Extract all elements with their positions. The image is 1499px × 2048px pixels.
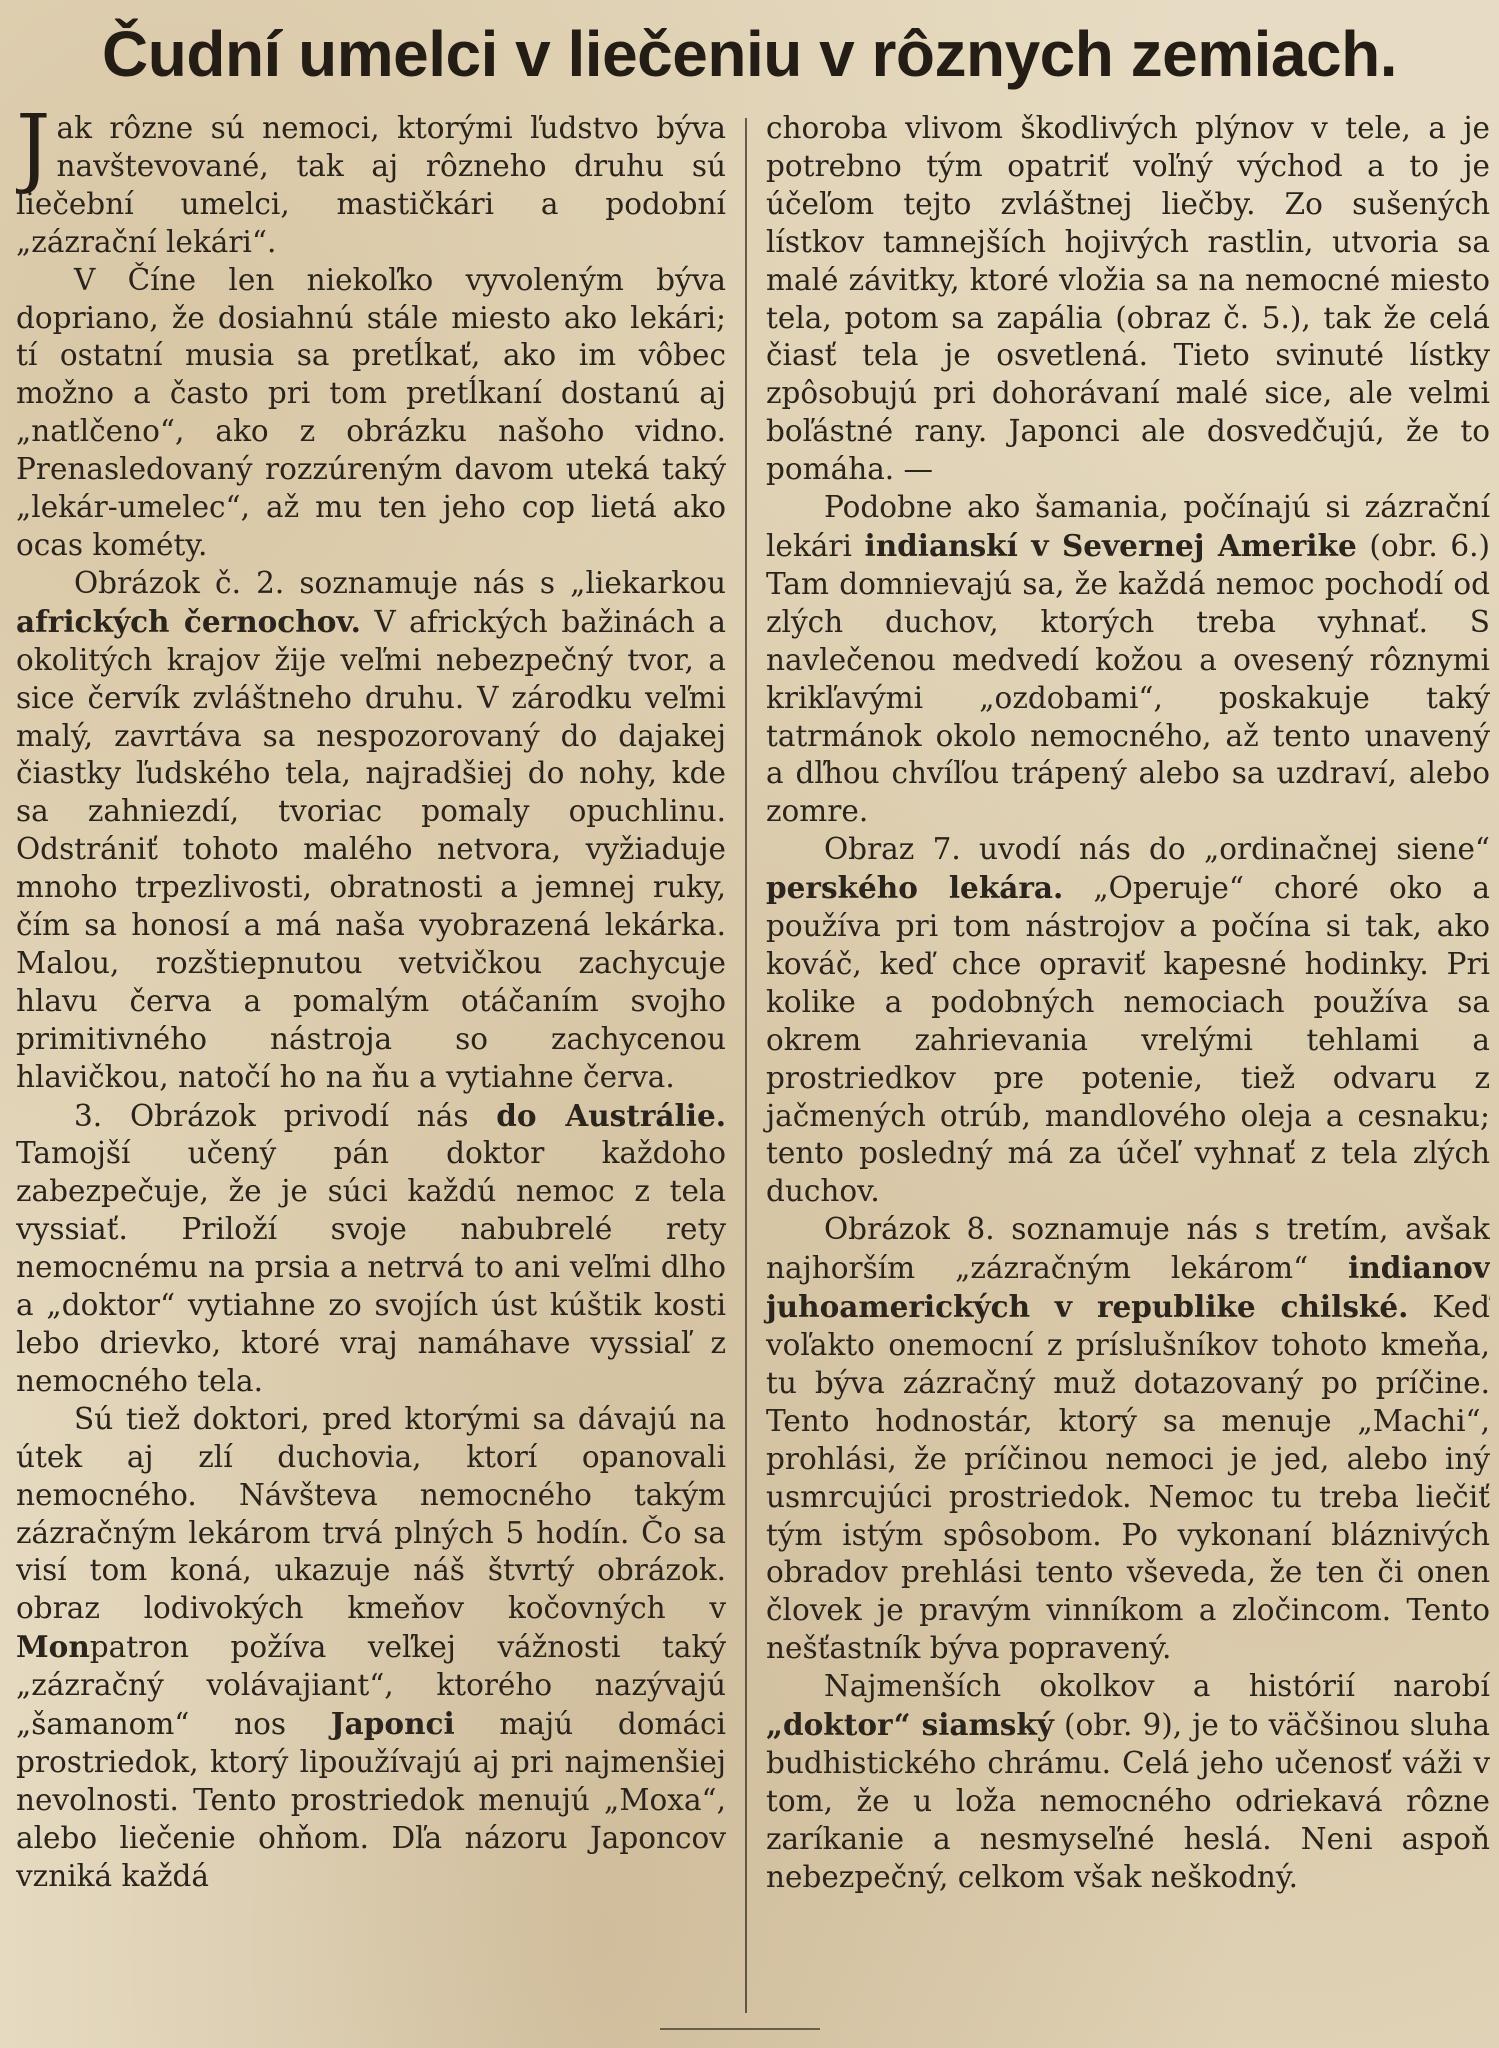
paragraph-africa: Obrázok č. 2. soznamuje nás s „liekarkou afrických černochov. V afrických bažinách a okolitých krajov žije veľmi nebezpečný tvor, a sice červík zvláštneho druhu. V zárodku veľmi malý, zavrtáva sa nespozorovaný do dajakej čiastky ľudského tela, najradšiej do nohy, kde sa zahniezdí, tvoriac pomaly opuchlinu. Odstrániť tohoto malého netvora, vyžiaduje mnoho trpezlivosti, obratnosti a jemnej ruky, čím sa honosí a má naša vyobrazená lekárka. Malou, rozštiepnutou vetvičkou zachycuje hlavu červa a pomalým otáčaním svojho primitivného nástroja so zachycenou hlavičkou, natočí ho na ňu a vytiahne červa. [16,565,726,1094]
paragraph-moxa: choroba vlivom škodlivých plýnov v tele, a je potrebno tým opatriť voľný východ a to je účeľom tejto zvláštnej liečby. Zo sušených lístkov tamnejších hojivých rastlin, utvoria sa malé závitky, ktoré vložia sa na nemocné miesto tela, potom sa zapália (obraz č. 5.), tak že celá čiasť tela je osvetlená. Tieto svinuté lístky zpôsobujú pri dohorávaní malé sice, ale velmi boľástné rany. Japonci ale dosvedčujú, že to pomáha. — [766,111,1490,487]
paragraph-chile: Obrázok 8. soznamuje nás s tretím, avšak najhorším „zázračným lekárom“ indianov juhoamerických v republike chilské. Keď voľakto onemocní z príslušníkov tohoto kmeňa, tu býva zázračný muž dotazovaný po príčine. Tento hodnostár, ktorý sa menuje „Machi“, prohlási, že príčinou nemoci je jed, alebo iný usmrcujúci prostriedok. Nemoc tu treba liečiť tým istým spôsobom. Po vykonaní bláznivých obradov prehlási tento vševeda, že ten či onen človek je pravým vinníkom a zločincom. Tento nešťastník býva popravený. [766,1212,1490,1666]
drop-cap: J [16,110,51,197]
paragraph-china: V Číne len niekoľko vyvoleným býva dopriano, že dosiahnú stále miesto ako lekári; tí ostatní musia sa pretĺkať, ako im vôbec možno a často pri tom pretĺkaní dostanú aj „natlčeno“, ako z obrázku našoho vidno. Prenasledovaný rozzúreným davom uteká taký „lekár-umelec“, až mu ten jeho cop lietá ako ocas kométy. [16,262,726,562]
article-headline: Čudní umelci v liečeniu v rôznych zemiach. [102,18,1397,90]
paragraph-siam: Najmenších okolkov a histórií narobí „doktor“ siamský (obr. 9), je to väčšinou sluha budhistického chrámu. Celá jeho učenosť váži v tom, že u loža nemocného odriekavá rôzne zaríkanie a nesmyseľné heslá. Neni aspoň nebezpečný, celkom však neškodný. [766,1669,1490,1894]
end-rule [660,2028,820,2030]
column-rule [745,118,747,2013]
paragraph-persia: Obraz 7. uvodí nás do „ordinačnej siene“ perského lekára. „Operuje“ choré oko a používa pri tom nástrojov a počína si tak, ako kováč, keď chce opraviť kapesné hodinky. Pri kolike a podobných nemociach používa sa okrem zahrievania vrelými tehlami a prostriedkov pre potenie, tiež odvaru z jačmených otrúb, mandlového oleja a cesnaku; tento posledný má za účeľ vyhnať z tela zlých duchov. [766,832,1490,1209]
right-column [760,110,1490,2015]
paragraph-intro: Jak rôzne sú nemoci, ktorými ľudstvo býva navštevované, tak aj rôzneho druhu sú liečební umelci, mastičkári a podobní „zázrační lekári“. [16,110,726,259]
left-column [16,110,738,2015]
paragraph-shaman-japan: Sú tiež doktori, pred ktorými sa dávajú na útek aj zlí duchovia, ktorí opanovali nemocného. Návšteva nemocného takým zázračným lekárom trvá plných 5 hodín. Čo sa visí tom koná, ukazuje náš štvrtý obrázok. obraz lodivokých kmeňov kočovných v Monpatron požíva veľkej vážnosti taký „zázračný volávajiant“, ktorého nazývajú „šamanom“ nos Japonci majú domáci prostriedok, ktorý lipoužívajú aj pri najmenšiej nevolnosti. Tento prostriedok menujú „Moxa“, alebo liečenie ohňom. Dľa názoru Japoncov vzniká každá [16,1401,726,1893]
paragraph-north-america: Podobne ako šamania, počínajú si zázrační lekári indianskí v Severnej Amerike (obr. 6.) Tam domnievajú sa, že každá nemoc pochodí od zlých duchov, ktorých treba vyhnať. S navlečenou medvedí kožou a ovesený rôznymi krikľavými „ozdobami“, poskakuje taký tatrmánok okolo nemocného, až tento unavený a dľhou chvíľou trápený alebo sa uzdraví, alebo zomre. [766,490,1490,829]
paragraph-australia: 3. Obrázok privodí nás do Austrálie. Tamojší učený pán doktor každoho zabezpečuje, že je súci každú nemoc z tela vyssiať. Priloží svoje nabubrelé rety nemocnému na prsia a netrvá to ani veľmi dlho a „doktor“ vytiahne zo svojích úst kúštik kosti lebo drievko, ktoré vraj namáhave vyssiaľ z nemocného tela. [16,1097,727,1398]
